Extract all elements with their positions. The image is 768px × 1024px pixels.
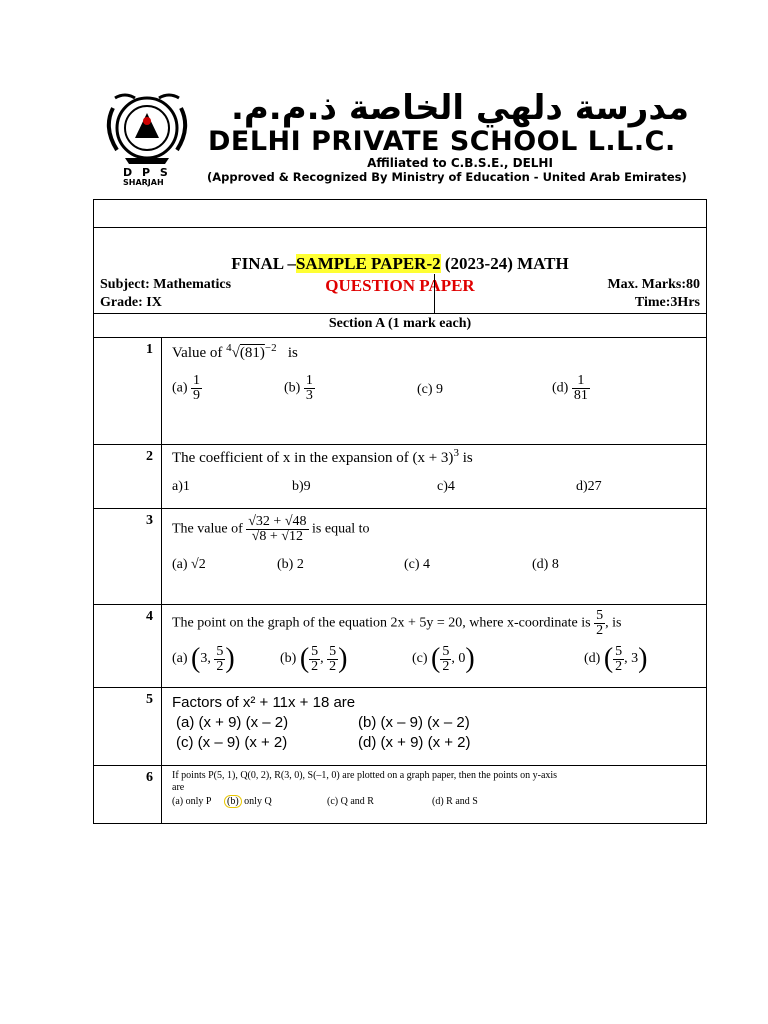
option-d: d)27: [576, 479, 602, 494]
school-name: DELHI PRIVATE SCHOOL L.L.C.: [208, 126, 676, 157]
paper-subtitle: QUESTION PAPER: [325, 276, 475, 295]
affiliation: Affiliated to C.B.S.E., DELHI: [367, 156, 553, 170]
paper-title: FINAL –SAMPLE PAPER-2 (2023-24) MATH: [231, 254, 569, 273]
grade-label: Grade: IX: [100, 295, 162, 310]
section-heading: Section A (1 mark each): [94, 314, 706, 338]
option-b: (b) $\frac{1}{3}$: [284, 373, 313, 403]
blank-top-row: [94, 200, 706, 228]
question-stem: Factors of x² + 11x + 18 are: [172, 694, 356, 711]
option-d: (d) ( $\frac{5}{2}$ , 3): [584, 643, 648, 674]
subject-label: Subject: Mathematics: [100, 277, 232, 292]
question-number: 2: [94, 445, 162, 508]
option-c: (c) Q and R: [327, 796, 374, 807]
question-number: 6: [94, 766, 162, 823]
option-a: (a) (3, $\frac{5}{2}$ ): [172, 643, 235, 674]
option-b: (b) only Q: [224, 796, 272, 807]
question-row: [94, 338, 706, 445]
info-row: [94, 274, 706, 314]
option-a: (a) (x + 9) (x – 2): [176, 714, 289, 731]
approval-text: (Approved & Recognized By Ministry of Education - United Arab Emirates): [207, 170, 687, 184]
question-row: [94, 688, 706, 766]
question-row: [94, 445, 706, 509]
question-stem: The value of $\frac{√32 + √48}{√8 + √12}$ is equal to: [172, 514, 370, 544]
question-row: [94, 605, 706, 688]
question-number: 5: [94, 688, 162, 765]
option-a: (a) √2: [172, 557, 206, 572]
question-stem: The point on the graph of the equation 2x + 5y = 20, where x-coordinate is $\frac{5}{2}$ , is: [172, 608, 622, 638]
question-number: 3: [94, 509, 162, 604]
option-b: (b) ( $\frac{5}{2}$ , $\frac{5}{2}$ ): [280, 643, 348, 674]
option-c: (c) 9: [417, 382, 444, 397]
question-stem: The coefficient of x in the expansion of $(x + 3)^3$ is: [172, 447, 473, 466]
option-a: (a) only P: [172, 796, 212, 807]
option-c: (c) ( $\frac{5}{2}$ , 0): [412, 643, 475, 674]
logo-dps-text: D P S: [123, 166, 171, 179]
option-b: (b) 2: [277, 557, 304, 572]
title-highlight: SAMPLE PAPER-2: [295, 254, 441, 273]
option-a: a)1: [172, 479, 190, 494]
question-row: [94, 766, 706, 824]
option-b: b)9: [292, 479, 311, 494]
option-d: (d) 8: [532, 557, 559, 572]
option-c: (c) 4: [404, 557, 431, 572]
time-label: Time:3Hrs: [634, 295, 700, 310]
question-row: [94, 509, 706, 605]
option-c: c)4: [437, 479, 455, 494]
question-paper-table: [93, 199, 707, 824]
max-marks-label: Max. Marks:80: [607, 277, 700, 292]
option-d: (d) (x + 9) (x + 2): [358, 734, 471, 751]
option-b: (b) (x – 9) (x – 2): [358, 714, 470, 731]
option-d: (d) R and S: [432, 796, 478, 807]
option-d: (d) $\frac{1}{81}$: [552, 373, 588, 403]
arabic-school-name: مدرسة دلهي الخاصة ذ.م.م.: [230, 88, 690, 128]
logo-sharjah-text: SHARJAH: [123, 178, 164, 187]
option-a: (a) $\frac{1}{9}$: [172, 373, 201, 403]
question-number: 1: [94, 338, 162, 444]
question-stem: If points P(5, 1), Q(0, 2), R(3, 0), S(–1, 0) are plotted on a graph paper, then the points on y-axis: [172, 770, 558, 781]
school-header: [95, 88, 715, 188]
question-stem-cont: are: [172, 782, 185, 793]
question-number: 4: [94, 605, 162, 687]
question-stem: Value of $^4√(81)^{-2}$ is: [172, 342, 298, 361]
option-c: (c) (x – 9) (x + 2): [176, 734, 288, 751]
